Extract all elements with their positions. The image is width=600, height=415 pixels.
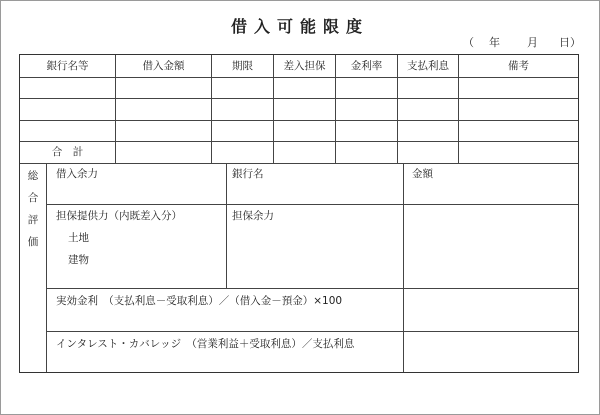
borrowing-capacity-label: 借入余力 [56,168,98,180]
header-loan-amount: 借入金額 [142,60,185,72]
total-divider [20,163,578,164]
row-divider [20,98,578,99]
effective-rate-label: 実効金利 （支払利息－受取利息）／（借入金－預金）×100 [56,295,343,307]
header-bank-name: 銀行名等 [46,60,89,72]
evaluation-label-char: 総 [27,170,39,182]
header-remarks: 備考 [508,60,529,72]
eval-divider [46,204,578,205]
date-open: （ [463,36,474,49]
eval-amount-label: 金額 [412,168,433,180]
date-year: 年 [489,36,500,49]
interest-coverage-label: インタレスト・カバレッジ （営業利益＋受取利息）／支払利息 [56,338,355,350]
eval-divider [46,331,578,332]
header-divider [20,77,578,78]
row-divider [20,120,578,121]
evaluation-label-char: 評 [27,214,39,226]
eval-bank-name-label: 銀行名 [232,168,264,180]
date-day: 日） [559,36,581,49]
header-collateral: 差入担保 [283,60,326,72]
evaluation-label-char: 合 [27,192,39,204]
eval-col-divider [226,163,227,288]
header-term: 期限 [232,60,253,72]
collateral-capacity-label: 担保提供力（内既差入分） [56,210,182,222]
land-label: 土地 [68,232,89,244]
evaluation-label [20,165,46,253]
header-interest-paid: 支払利息 [407,60,449,72]
total-label: 合 計 [51,146,84,158]
date-line [463,34,581,50]
page-title: 借入可能限度 [230,17,369,36]
building-label: 建物 [68,254,89,266]
collateral-margin-label: 担保余力 [232,210,274,222]
eval-col-divider [403,163,404,372]
borrowing-capacity-form [19,54,579,373]
header-interest-rate: 金利率 [350,60,383,72]
date-month: 月 [527,36,538,49]
row-divider [20,141,578,142]
eval-divider [46,288,578,289]
evaluation-label-char: 価 [27,236,39,248]
eval-label-divider [46,163,47,372]
